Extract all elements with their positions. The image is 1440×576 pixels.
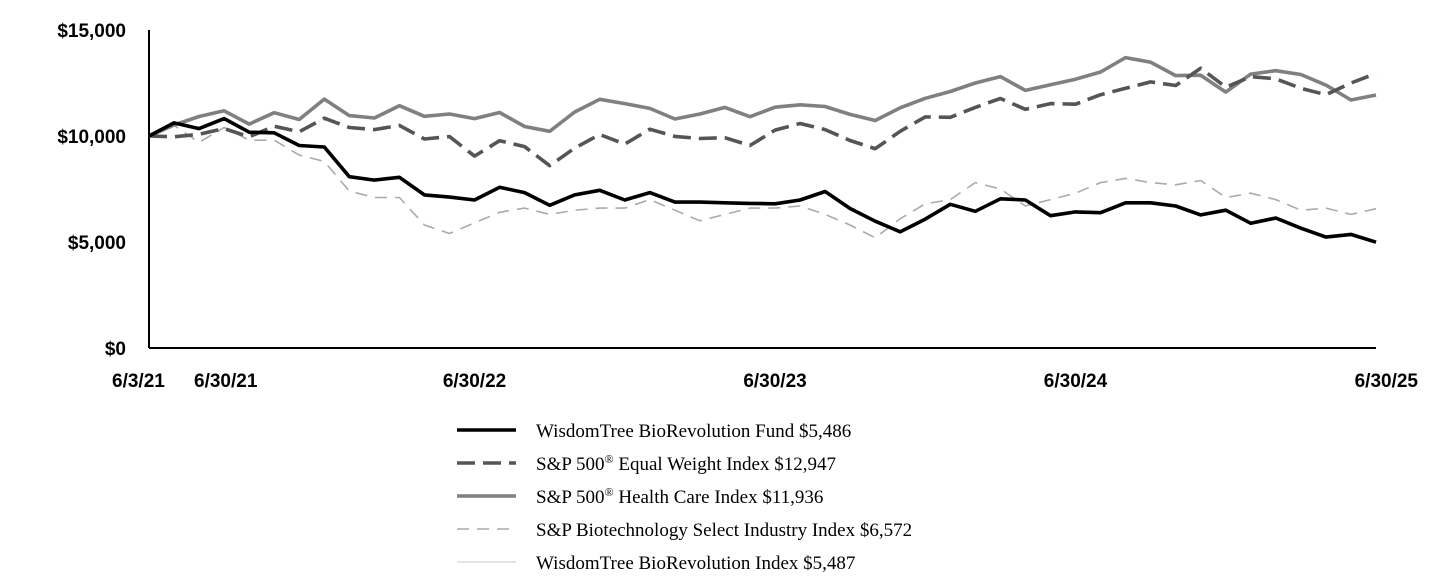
legend-label: WisdomTree BioRevolution Fund $5,486 <box>536 421 852 442</box>
series-layer <box>149 58 1376 243</box>
x-tick-label: 6/30/24 <box>1043 371 1108 392</box>
x-tick-label: 6/30/22 <box>442 371 507 392</box>
plot-area <box>149 30 1376 348</box>
y-tick-label: $0 <box>104 339 126 360</box>
x-tick-label: 6/30/23 <box>743 371 807 392</box>
x-tick-label: 6/30/25 <box>1354 371 1418 392</box>
series-line-2 <box>149 58 1376 136</box>
y-axis-ticks <box>57 21 126 360</box>
y-tick-label: $15,000 <box>57 21 126 42</box>
series-line-3 <box>149 125 1376 237</box>
legend <box>457 421 912 574</box>
legend-label: S&P 500® Equal Weight Index $12,947 <box>536 452 836 475</box>
x-axis-ticks <box>112 371 1418 392</box>
legend-label: WisdomTree BioRevolution Index $5,487 <box>536 553 856 574</box>
legend-label: S&P 500® Health Care Index $11,936 <box>536 485 824 508</box>
x-tick-label: 6/3/21 <box>112 371 165 392</box>
legend-label: S&P Biotechnology Select Industry Index $6,572 <box>536 520 913 541</box>
series-line-1 <box>149 68 1376 166</box>
y-tick-label: $5,000 <box>67 233 126 254</box>
y-tick-label: $10,000 <box>57 127 126 148</box>
x-tick-label: 6/30/21 <box>194 371 258 392</box>
